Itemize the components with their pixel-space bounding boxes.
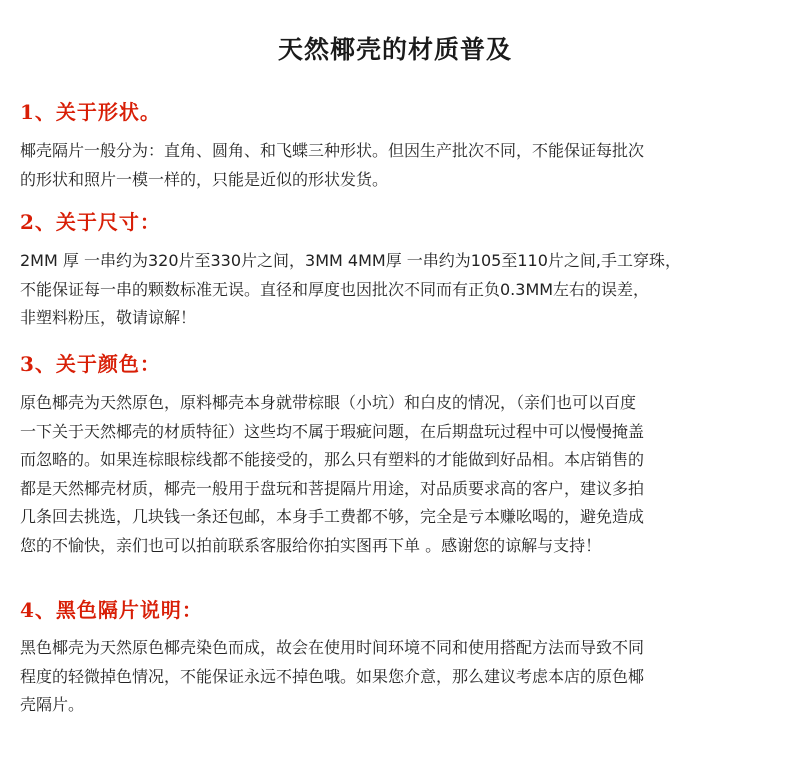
section-body-size — [20, 247, 770, 333]
section-heading-size: 2、关于尺寸： — [20, 210, 161, 234]
section-heading-color: 3、关于颜色： — [20, 352, 161, 376]
section-heading-black-spacer: 4、黑色隔片说明： — [20, 598, 203, 622]
body-line: 椰壳隔片一般分为：直角、圆角、和飞蝶三种形状。但因生产批次不同，不能保证每批次 — [20, 141, 645, 160]
body-line: 2MM 厚 一串约为320片至330片之间，3MM 4MM厚 一串约为105至110片之间,手工穿珠， — [20, 251, 681, 270]
body-line: 壳隔片。 — [20, 695, 85, 714]
body-line: 程度的轻微掉色情况，不能保证永远不掉色哦。如果您介意，那么建议考虑本店的原色椰 — [20, 666, 645, 686]
body-line: 非塑料粉压，敬请谅解！ — [20, 308, 197, 327]
section-body-black-spacer — [20, 634, 770, 720]
body-line: 黑色椰壳为天然原色椰壳染色而成，故会在使用时间环境不同和使用搭配方法而导致不同 — [20, 638, 645, 657]
body-line: 几条回去挑选，几块钱一条还包邮，本身手工费都不够，完全是亏本赚吆喝的，避免造成 — [20, 507, 645, 526]
section-body-color — [20, 389, 770, 560]
body-line: 的形状和照片一模一样的，只能是近似的形状发货。 — [20, 169, 389, 189]
body-line: 而忽略的。如果连棕眼棕线都不能接受的，那么只有塑料的才能做到好品相。本店销售的 — [20, 450, 645, 469]
section-body-shape — [20, 137, 770, 194]
body-line: 一下关于天然椰壳的材质特征）这些均不属于瑕疵问题，在后期盘玩过程中可以慢慢掩盖 — [20, 421, 645, 441]
document-title: 天然椰壳的材质普及 — [277, 35, 512, 64]
section-heading-shape: 1、关于形状。 — [20, 100, 161, 124]
body-line: 原色椰壳为天然原色，原料椰壳本身就带棕眼（小坑）和白皮的情况，（亲们也可以百度 — [20, 393, 637, 412]
body-line: 不能保证每一串的颗数标准无误。直径和厚度也因批次不同而有正负0.3MM左右的误差， — [20, 279, 650, 299]
body-line: 都是天然椰壳材质，椰壳一般用于盘玩和菩提隔片用途，对品质要求高的客户，建议多拍 — [20, 478, 645, 498]
body-line: 您的不愉快，亲们也可以拍前联系客服给你拍实图再下单 。感谢您的谅解与支持！ — [20, 535, 602, 555]
